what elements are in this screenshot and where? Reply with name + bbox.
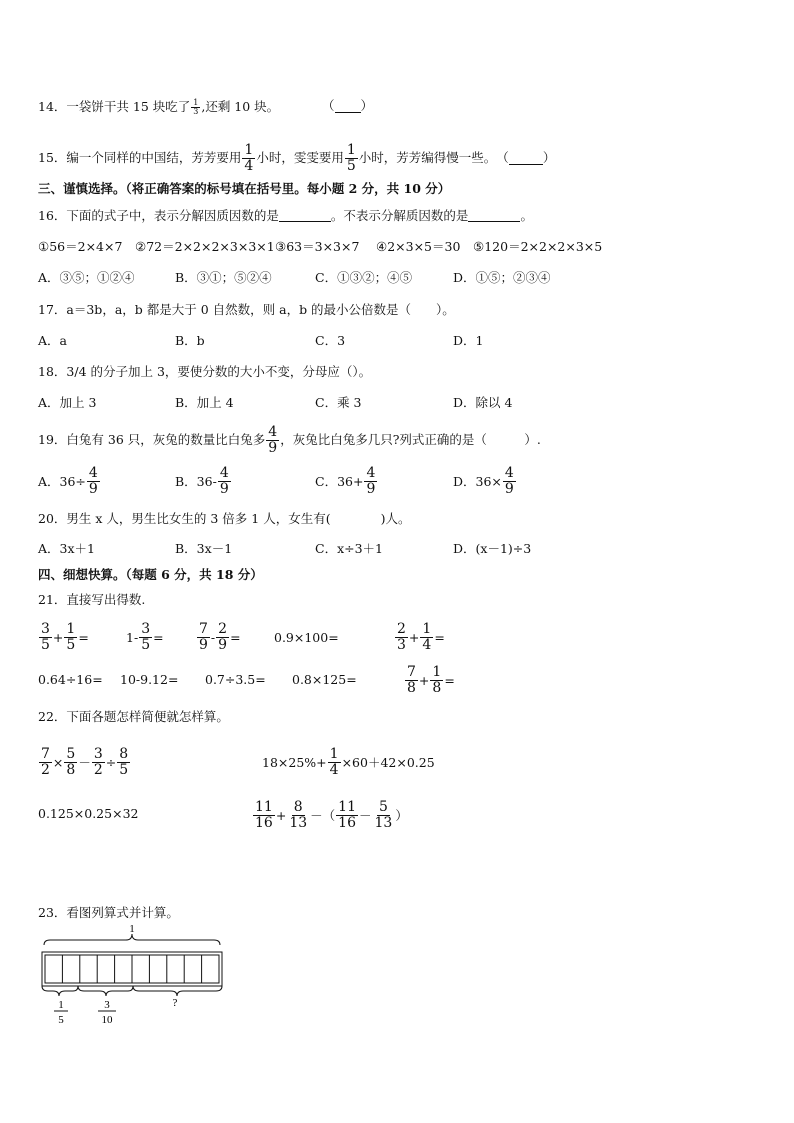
q15-answer-paren: （ ） [496, 149, 556, 165]
q16-option-c[interactable]: C．①③②；④⑤ [315, 270, 413, 285]
q16-blank-2[interactable] [468, 210, 520, 222]
segment-dividers [62, 955, 201, 983]
q21-expr-2: 1- $\frac{3}{5}$ = [126, 620, 164, 653]
q15-fraction-1: $\frac{1}{4}$ [244, 141, 254, 174]
question-23-stem: 23．看图列算式并计算。 [38, 905, 179, 920]
figure-total-label: 1 [129, 923, 135, 935]
q16-option-b[interactable]: B．③①；⑤②④ [175, 270, 272, 285]
label-1-numerator: 1 [58, 999, 64, 1011]
q16-option-d[interactable]: D．①⑤；②③④ [453, 270, 551, 285]
label-2-denominator: 10 [101, 1014, 113, 1026]
q14-answer-paren: （ ） [322, 98, 374, 114]
q17-option-b[interactable]: B．b [175, 333, 205, 348]
q15-fraction-2: $\frac{1}{5}$ [346, 141, 356, 174]
section-3-title: 三、谨慎选择。（将正确答案的标号填在括号里。每小题 2 分，共 10 分） [38, 181, 451, 196]
question-16-stem: 16．下面的式子中，表示分解因质因数的是 。不表示分解质因数的是 。 [38, 208, 533, 223]
q17-option-a[interactable]: A．a [38, 333, 67, 348]
brace-part-1 [42, 986, 78, 996]
q15-answer-blank[interactable] [509, 152, 543, 165]
q20-option-b[interactable]: B．3x－1 [175, 541, 233, 556]
q21-expr-4: 0.9×100= [274, 629, 339, 645]
q19-option-c[interactable]: C．36+ $\frac{4}{9}$ [315, 464, 376, 497]
label-unknown: ? [172, 997, 178, 1009]
question-17-stem: 17．a＝3b，a，b 都是大于 0 自然数，则 a，b 的最小公倍数是（ ）。 [38, 302, 455, 317]
q19-fraction: $\frac{4}{9}$ [268, 423, 278, 456]
q21-expr-3: $\frac{7}{9}$ - $\frac{2}{9}$ = [199, 620, 241, 653]
question-19-stem: 19．白兔有 36 只，灰兔的数量比白兔多 $\frac{4}{9}$ ，灰兔比白兔多几只?列式正确的是（ ）. [38, 423, 541, 456]
question-20-stem: 20．男生 x 人，男生比女生的 3 倍多 1 人，女生有( )人。 [38, 511, 411, 526]
q18-option-a[interactable]: A．加上 3 [38, 395, 97, 410]
label-2-numerator: 3 [104, 999, 110, 1011]
section-4-title: 四、细想快算。（每题 6 分，共 18 分） [38, 567, 263, 582]
q21-expr-9: 0.8×125= [292, 672, 357, 687]
q21-expr-5: $\frac{2}{3}$ + $\frac{1}{4}$ = [397, 620, 445, 653]
q21-expr-10: $\frac{7}{8}$ + $\frac{1}{8}$ = [407, 663, 455, 696]
question-18-stem: 18．3/4 的分子加上 3，要使分数的大小不变，分母应（）。 [38, 364, 372, 379]
question-22-stem: 22．下面各题怎样简便就怎样算。 [38, 709, 229, 724]
q20-option-c[interactable]: C．x÷3＋1 [315, 541, 383, 556]
brace-part-2 [78, 986, 133, 996]
question-15: 15． 编一个同样的中国结，芳芳要用 $\frac{1}{4}$ 小时，雯雯要用 $\frac{1}{5}$ 小时，芳芳编得慢一些。 （ ） [38, 141, 556, 174]
q16-item-2: ②72＝2×2×2×3×3×1 [135, 239, 275, 254]
q19-option-a[interactable]: A．36÷ $\frac{4}{9}$ [38, 464, 98, 497]
q22-expr-1: $\frac{7}{2}$ × $\frac{5}{8}$ － $\frac{3}{2}$ ÷ $\frac{8}{5}$ [41, 745, 129, 778]
q22-expr-4: $\frac{11}{16}$ + $\frac{8}{13}$ －（ $\frac{11}{16}$ － $\frac{5}{13}$ ） [255, 798, 408, 831]
q14-fraction: $\frac{1}{3}$ [193, 97, 199, 116]
q14-text-pre: 14．一袋饼干共 15 块吃了 [38, 98, 191, 114]
q16-blank-1[interactable] [279, 210, 331, 222]
q16-option-a[interactable]: A．③⑤；①②④ [38, 270, 135, 285]
q18-option-b[interactable]: B．加上 4 [175, 395, 234, 410]
q19-option-b[interactable]: B．36- $\frac{4}{9}$ [175, 464, 229, 497]
q21-expr-6: 0.64÷16= [38, 672, 103, 687]
q21-expr-8: 0.7÷3.5= [205, 672, 266, 687]
q18-option-c[interactable]: C．乘 3 [315, 395, 362, 410]
brace-part-3 [133, 986, 222, 996]
q19-option-d[interactable]: D．36× $\frac{4}{9}$ [453, 464, 514, 497]
q20-option-a[interactable]: A．3x＋1 [38, 541, 95, 556]
q16-item-3: ③63＝3×3×7 [275, 239, 360, 254]
q22-expr-3: 0.125×0.25×32 [38, 806, 139, 821]
question-21-stem: 21．直接写出得数. [38, 592, 146, 607]
q16-item-4: ④2×3×5＝30 [376, 239, 461, 254]
q14-answer-blank[interactable] [335, 100, 361, 113]
q21-expr-7: 10-9.12= [120, 672, 179, 687]
top-brace [44, 934, 220, 945]
q22-expr-2: 18×25%+ $\frac{1}{4}$ ×60＋42×0.25 [262, 745, 435, 778]
q16-item-1: ①56＝2×4×7 [38, 239, 123, 254]
q18-option-d[interactable]: D．除以 4 [453, 395, 513, 410]
q17-option-d[interactable]: D．1 [453, 333, 484, 348]
q14-text-post: ,还剩 10 块。 [201, 98, 280, 114]
question-14 [38, 98, 279, 116]
q17-option-c[interactable]: C．3 [315, 333, 346, 348]
q20-option-d[interactable]: D．(x－1)÷3 [453, 541, 532, 556]
label-1-denominator: 5 [58, 1014, 64, 1026]
q21-expr-1: $\frac{3}{5}$ + $\frac{1}{5}$ = [41, 620, 89, 653]
q16-item-5: ⑤120＝2×2×2×3×5 [473, 239, 603, 254]
q23-segment-figure [36, 923, 236, 1028]
